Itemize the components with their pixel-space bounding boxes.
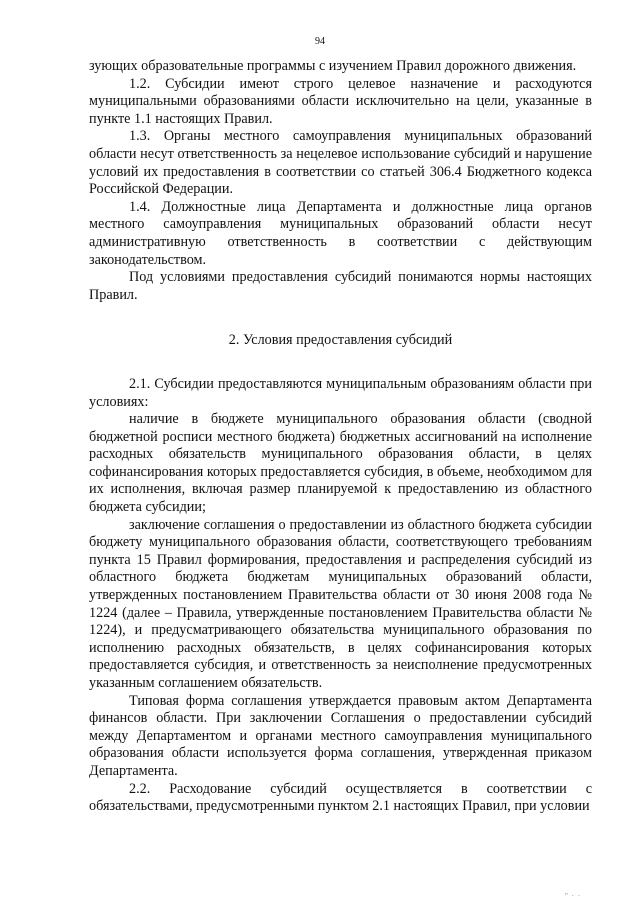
paragraph: наличие в бюджете муниципального образования области (сводной бюджетной росписи местного бюджета) бюджетных ассигнований на исполнение расходных обязательств муниципального образования области, в целях софинансирования которых предоставляется субсидия, в объеме, необходимом для их исполнения, включая размер планируемой к предоставлению из областного бюджета субсидии; — [89, 411, 592, 516]
spacer — [89, 350, 592, 376]
paragraph: заключение соглашения о предоставлении из областного бюджета субсидии бюджету муниципального образования области, соответствующего требованиям пункта 15 Правил формирования, предоставления и распределения субсидий из областного бюджета бюджетам муниципальных образований области, утвержденных постановлением Правительства области от 30 июня 2008 года № 1224 (далее – Правила, утвержденные постановлением Правительства области № 1224), и предусматривающего обязательства муниципального образования по исполнению расходных обязательств, в целях софинансирования которых предоставляется субсидия, и ответственность за неисполнение предусмотренных указанным соглашением обязательств. — [89, 516, 592, 691]
paragraph: 2.2. Расходование субсидий осуществляется в соответствии с обязательствами, предусмотренными пунктом 2.1 настоящих Правил, при условии — [89, 780, 592, 815]
paragraph: 2.1. Субсидии предоставляются муниципальным образованиям области при условиях: — [89, 375, 592, 410]
paragraphs-before-heading — [89, 58, 592, 304]
document-body — [89, 58, 592, 816]
paragraph: Типовая форма соглашения утверждается правовым актом Департамента финансов области. При заключении Соглашения о предоставлении субсидий между Департаментом и органами местного самоуправления муниципального образования области используется форма соглашения, утвержденная приказом Департамента. — [89, 692, 592, 779]
paragraph: 1.2. Субсидии имеют строго целевое назначение и расходуются муниципальными образованиями области исключительно на цели, указанные в пункте 1.1 настоящих Правил. — [89, 75, 592, 127]
corner-mark: " · · — [565, 892, 582, 900]
section-heading: 2. Условия предоставления субсидий — [228, 332, 453, 349]
paragraph: 1.4. Должностные лица Департамента и должностные лица органов местного самоуправления муниципальных образований области несут административную ответственность в соответствии с действующим законодательством. — [89, 198, 592, 268]
paragraph: 1.3. Органы местного самоуправления муниципальных образований области несут ответственность за нецелевое использование субсидий и нарушение условий их предоставления в соответствии со статьей 306.4 Бюджетного кодекса Российской Федерации. — [89, 128, 592, 198]
page-number: 94 — [315, 36, 325, 47]
paragraph: зующих образовательные программы с изучением Правил дорожного движения. — [89, 58, 577, 74]
paragraph: Под условиями предоставления субсидий понимаются нормы настоящих Правил. — [89, 269, 592, 303]
paragraphs-after-heading — [89, 376, 592, 816]
spacer — [89, 304, 592, 332]
